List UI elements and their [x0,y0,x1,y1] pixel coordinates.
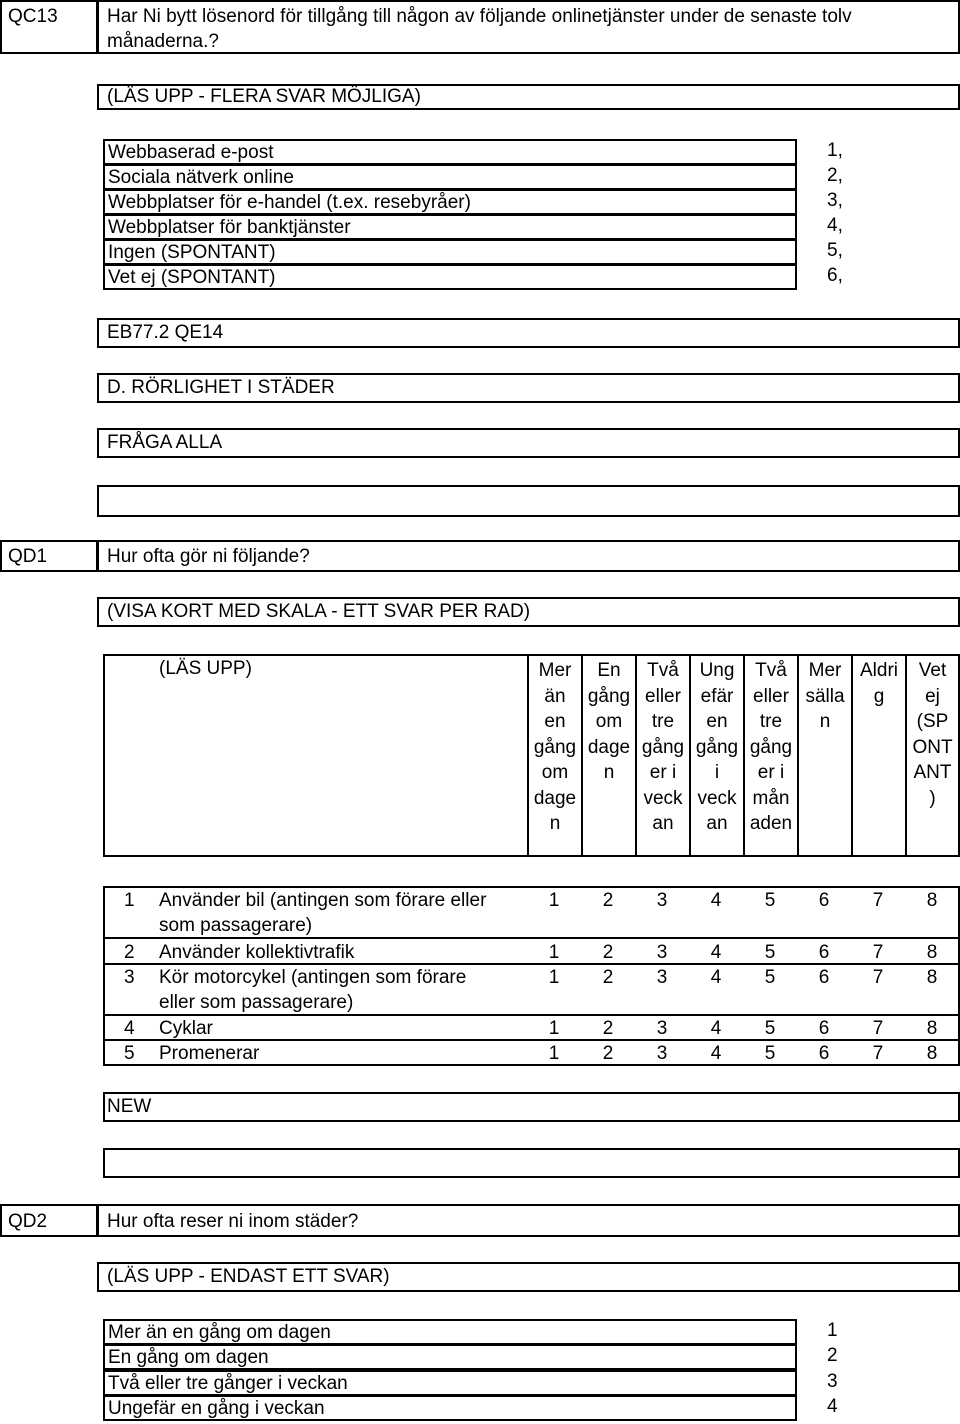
code-cell[interactable]: 2 [602,967,614,988]
code-cell[interactable]: 1 [548,942,560,963]
option-label: Två eller tre gånger i veckan [103,1370,797,1396]
option-code: 4 [827,1396,838,1417]
code-cell[interactable]: 7 [872,967,884,988]
qc13-instruction: (LÄS UPP - FLERA SVAR MÖJLIGA) [107,86,421,107]
row-label: Cyklar [159,1018,213,1039]
row-label: Använder bil (antingen som förare eller [159,890,487,911]
source-ref: EB77.2 QE14 [107,322,224,343]
qd1-matrix-body [103,886,960,1066]
code-cell[interactable]: 3 [656,1018,668,1039]
code-cell[interactable]: 7 [872,942,884,963]
qd1-question: Hur ofta gör ni följande? [107,546,310,567]
row-number: 3 [124,967,135,988]
code-cell[interactable]: 5 [764,942,776,963]
qd1-instruction: (VISA KORT MED SKALA - ETT SVAR PER RAD) [107,601,531,622]
column-header: Aldri g [851,654,907,857]
row-number: 4 [124,1018,135,1039]
new-box [103,1092,960,1122]
option-code: 4, [827,215,843,236]
source-ref-box [97,318,960,348]
code-cell[interactable]: 7 [872,1043,884,1064]
code-cell[interactable]: 2 [602,890,614,911]
code-cell[interactable]: 4 [710,1018,722,1039]
option-code: 1 [827,1320,838,1341]
code-cell[interactable]: 3 [656,1043,668,1064]
column-header: Två eller tre gång er i veck an [635,654,691,857]
empty-box [97,485,960,517]
option-code: 3 [827,1371,838,1392]
code-cell[interactable]: 3 [656,890,668,911]
code-cell[interactable]: 6 [818,1018,830,1039]
code-cell[interactable]: 8 [926,1018,938,1039]
option-code: 5, [827,240,843,261]
row-label: Använder kollektivtrafik [159,942,355,963]
read-out-cell [103,654,529,857]
qc13-question-line2: månaderna.? [107,31,219,52]
option-code: 6, [827,265,843,286]
option-label: En gång om dagen [103,1344,797,1370]
code-cell[interactable]: 2 [602,1018,614,1039]
row-label-cont: som passagerare) [159,915,313,936]
code-cell[interactable]: 5 [764,890,776,911]
qc13-id: QC13 [8,6,58,27]
code-cell[interactable]: 4 [710,942,722,963]
row-label: Promenerar [159,1043,260,1064]
column-header: Mer sälla n [797,654,853,857]
code-cell[interactable]: 1 [548,890,560,911]
code-cell[interactable]: 4 [710,890,722,911]
code-cell[interactable]: 6 [818,1043,830,1064]
code-cell[interactable]: 2 [602,1043,614,1064]
qd2-id: QD2 [8,1211,48,1232]
code-cell[interactable]: 7 [872,1018,884,1039]
code-cell[interactable]: 6 [818,967,830,988]
column-header: Ung efär en gång i veck an [689,654,745,857]
code-cell[interactable]: 4 [710,1043,722,1064]
qd2-question: Hur ofta reser ni inom städer? [107,1211,359,1232]
code-cell[interactable]: 8 [926,942,938,963]
option-code: 1, [827,140,843,161]
code-cell[interactable]: 8 [926,967,938,988]
table-row[interactable] [103,938,960,964]
code-cell[interactable]: 5 [764,967,776,988]
column-header: Två eller tre gång er i mån aden [743,654,799,857]
option-label: Mer än en gång om dagen [103,1319,797,1345]
row-label: Kör motorcykel (antingen som förare [159,967,467,988]
option-label: Sociala nätverk online [103,164,797,190]
column-header: Vet ej (SP ONT ANT ) [905,654,960,857]
row-number: 5 [124,1043,135,1064]
option-code: 2, [827,165,843,186]
column-header: En gång om dage n [581,654,637,857]
code-cell[interactable]: 3 [656,942,668,963]
table-row[interactable] [103,1015,960,1040]
empty-box-2 [103,1148,960,1178]
read-out-label: (LÄS UPP) [159,658,252,679]
code-cell[interactable]: 1 [548,967,560,988]
option-label: Webbplatser för banktjänster [103,214,797,240]
option-label: Ingen (SPONTANT) [103,239,797,265]
option-label: Ungefär en gång i veckan [103,1395,797,1421]
code-cell[interactable]: 8 [926,1043,938,1064]
table-row[interactable] [103,964,960,1015]
code-cell[interactable]: 4 [710,967,722,988]
option-label: Webbaserad e-post [103,139,797,165]
code-cell[interactable]: 2 [602,942,614,963]
ask-all: FRÅGA ALLA [107,432,223,453]
option-code: 2 [827,1345,838,1366]
code-cell[interactable]: 1 [548,1043,560,1064]
qd1-id: QD1 [8,546,48,567]
table-row[interactable] [103,886,960,938]
row-label-cont: eller som passagerare) [159,992,354,1013]
option-label: Webbplatser för e-handel (t.ex. resebyråer) [103,189,797,215]
qd1-matrix-header [103,654,960,859]
option-label: Vet ej (SPONTANT) [103,264,797,290]
new-label: NEW [107,1096,152,1117]
code-cell[interactable]: 6 [818,942,830,963]
code-cell[interactable]: 8 [926,890,938,911]
qc13-question-line1: Har Ni bytt lösenord för tillgång till någon av följande onlinetjänster under de senaste tolv [107,6,852,27]
qd2-instruction: (LÄS UPP - ENDAST ETT SVAR) [107,1266,390,1287]
ask-all-box [97,428,960,458]
table-row[interactable] [103,1040,960,1065]
row-number: 1 [124,890,135,911]
code-cell[interactable]: 3 [656,967,668,988]
code-cell[interactable]: 5 [764,1018,776,1039]
code-cell[interactable]: 7 [872,890,884,911]
column-header: Mer än en gång om dage n [527,654,583,857]
code-cell[interactable]: 5 [764,1043,776,1064]
code-cell[interactable]: 6 [818,890,830,911]
section-title: D. RÖRLIGHET I STÄDER [107,377,335,398]
option-code: 3, [827,190,843,211]
code-cell[interactable]: 1 [548,1018,560,1039]
row-number: 2 [124,942,135,963]
